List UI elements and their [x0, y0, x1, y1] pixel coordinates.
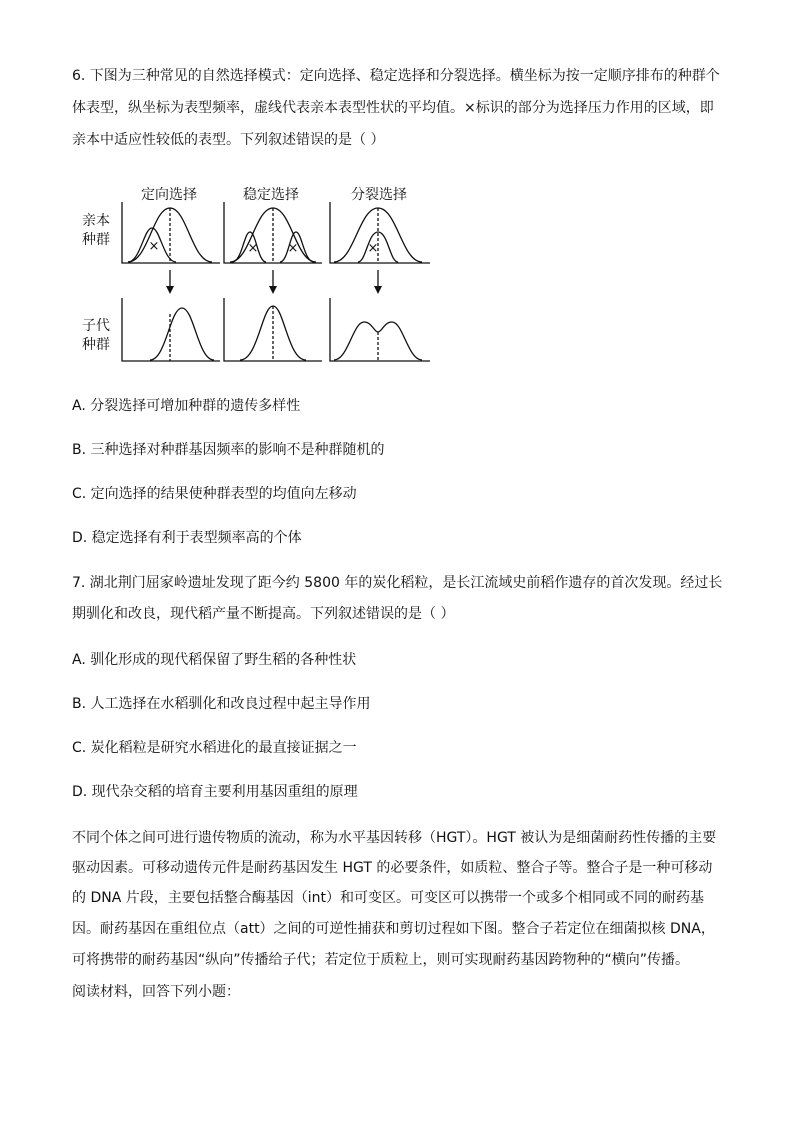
- offspring-curve-directional: [150, 308, 214, 360]
- col-title-disruptive: 分裂选择: [351, 187, 407, 203]
- offspring-row-label-1: 子代: [82, 318, 110, 334]
- parent-row-label-2: 种群: [82, 232, 110, 248]
- cross-mark-stabilizing-right: ×: [287, 241, 299, 256]
- material-line-4: 因。耐药基因在重组位点（att）之间的可逆性捕获和剪切过程如下图。整合子若定位在细菌拟核 DNA，: [72, 921, 715, 937]
- q6-option-b[interactable]: B. 三种选择对种群基因频率的影响不是种群随机的: [72, 442, 385, 458]
- q6-option-d[interactable]: D. 稳定选择有利于表型频率高的个体: [72, 530, 302, 546]
- material-line-6: 阅读材料，回答下列小题：: [72, 984, 240, 1000]
- q7-option-c[interactable]: C. 炭化稻粒是研究水稻进化的最直接证据之一: [72, 740, 357, 756]
- arrowhead-disruptive: [374, 286, 382, 294]
- material-line-1: 不同个体之间可进行遗传物质的流动，称为水平基因转移（HGT）。HGT 被认为是细菌耐药性传播的主要: [72, 830, 717, 846]
- q7-option-d[interactable]: D. 现代杂交稻的培育主要利用基因重组的原理: [72, 784, 358, 800]
- material-line-3: 的 DNA 片段，主要包括整合酶基因（int）和可变区。可变区可以携带一个或多个相同或不同的耐药基: [72, 890, 704, 906]
- q6-stem-line-1: 6. 下图为三种常见的自然选择模式：定向选择、稳定选择和分裂选择。横坐标为按一定顺序排布的种群个: [72, 68, 720, 84]
- cross-mark-stabilizing-left: ×: [247, 241, 259, 256]
- selection-modes-figure: [78, 182, 438, 372]
- cross-mark-directional: ×: [148, 239, 160, 254]
- q6-stem-line-3: 亲本中适应性较低的表型。下列叙述错误的是（ ）: [72, 132, 385, 148]
- material-line-2: 驱动因素。可移动遗传元件是耐药基因发生 HGT 的必要条件，如质粒、整合子等。整合子是一种可移动: [72, 860, 713, 876]
- offspring-axes-directional: [122, 298, 220, 361]
- q7-option-b[interactable]: B. 人工选择在水稻驯化和改良过程中起主导作用: [72, 696, 371, 712]
- arrowhead-directional: [166, 286, 174, 294]
- q7-stem-line-2: 期驯化和改良，现代稻产量不断提高。下列叙述错误的是（ ）: [72, 606, 455, 622]
- arrowhead-stabilizing: [269, 286, 277, 294]
- q7-stem-line-1: 7. 湖北荆门屈家岭遗址发现了距今约 5800 年的炭化稻粒，是长江流域史前稻作遗存的首次发现。经过长: [72, 575, 723, 591]
- q6-option-c[interactable]: C. 定向选择的结果使种群表型的均值向左移动: [72, 486, 357, 502]
- col-title-stabilizing: 稳定选择: [243, 187, 299, 203]
- parent-row-label-1: 亲本: [82, 213, 110, 229]
- offspring-row-label-2: 种群: [82, 337, 110, 353]
- q7-option-a[interactable]: A. 驯化形成的现代稻保留了野生稻的各种性状: [72, 652, 357, 668]
- q6-stem-line-2: 体表型，纵坐标为表型频率，虚线代表亲本表型性状的平均值。×标识的部分为选择压力作用的区域，即: [72, 100, 714, 116]
- material-line-5: 可将携带的耐药基因“纵向”传播给子代；若定位于质粒上，则可实现耐药基因跨物种的“横向”传播。: [72, 952, 690, 968]
- col-title-directional: 定向选择: [141, 187, 197, 203]
- cross-mark-disruptive: ×: [367, 241, 379, 256]
- q6-option-a[interactable]: A. 分裂选择可增加种群的遗传多样性: [72, 398, 301, 414]
